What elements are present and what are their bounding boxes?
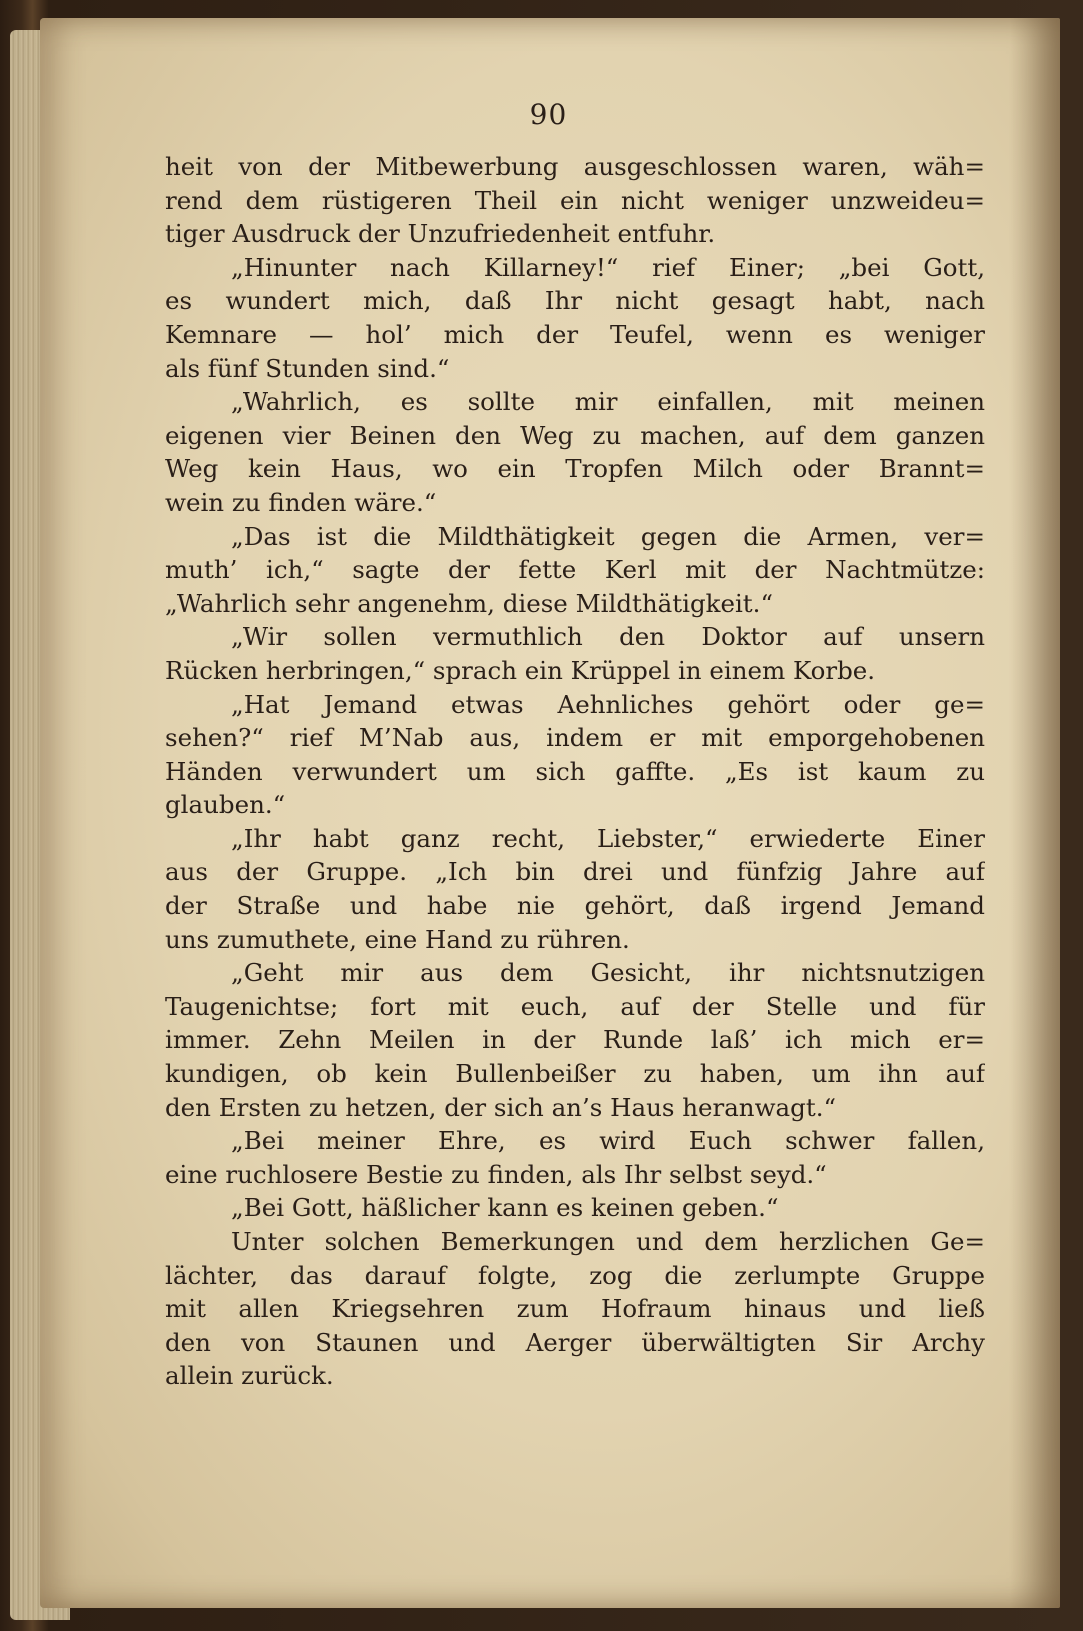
text-line: „Ihr habt ganz recht, Liebster,“ erwiederte Einer: [231, 823, 985, 853]
text-line: der Straße und habe nie gehört, daß irgend Jemand: [165, 891, 985, 921]
text-line: rend dem rüstigeren Theil ein nicht weniger unzweideu=: [165, 185, 985, 215]
text-line: „Wahrlich, es sollte mir einfallen, mit meinen: [231, 387, 985, 417]
page-number: 90: [529, 98, 568, 131]
text-line: „Hinunter nach Killarney!“ rief Einer; „bei Gott,: [231, 252, 985, 282]
text-line: „Das ist die Mildthätigkeit gegen die Armen, ver=: [231, 521, 985, 551]
text-line: eine ruchlosere Bestie zu finden, als Ihr selbst seyd.“: [165, 1159, 827, 1189]
text-line: tiger Ausdruck der Unzufriedenheit entfuhr.: [165, 219, 716, 249]
text-line: „Bei Gott, häßlicher kann es keinen geben.“: [231, 1193, 779, 1223]
text-line: Taugenichtse; fort mit euch, auf der Stelle und für: [165, 991, 985, 1021]
text-line: mit allen Kriegsehren zum Hofraum hinaus und ließ: [165, 1294, 985, 1324]
text-line: es wundert mich, daß Ihr nicht gesagt habt, nach: [165, 286, 985, 316]
text-line: heit von der Mitbewerbung ausgeschlossen waren, wäh=: [165, 152, 985, 181]
text-line: als fünf Stunden sind.“: [165, 353, 450, 383]
text-line: uns zumuthete, eine Hand zu rühren.: [165, 924, 630, 954]
text-line: „Hat Jemand etwas Aehnliches gehört oder ge=: [231, 689, 985, 719]
text-line: kundigen, ob kein Bullenbeißer zu haben, um ihn auf: [165, 1059, 985, 1089]
text-line: immer. Zehn Meilen in der Runde laß’ ich mich er=: [165, 1025, 985, 1055]
text-line: Händen verwundert um sich gaffte. „Es ist kaum zu: [165, 756, 985, 786]
text-line: aus der Gruppe. „Ich bin drei und fünfzig Jahre auf: [165, 857, 985, 887]
text-line: „Wahrlich sehr angenehm, diese Mildthätigkeit.“: [165, 588, 773, 618]
text-line: „Wir sollen vermuthlich den Doktor auf unsern: [231, 622, 985, 652]
text-line: „Bei meiner Ehre, es wird Euch schwer fallen,: [231, 1126, 985, 1156]
text-line: allein zurück.: [165, 1361, 334, 1391]
text-line: Weg kein Haus, wo ein Tropfen Milch oder Brannt=: [165, 454, 985, 484]
text-line: muth’ ich,“ sagte der fette Kerl mit der Nachtmütze:: [165, 555, 985, 585]
text-line: Unter solchen Bemerkungen und dem herzlichen Ge=: [231, 1227, 985, 1256]
text-line: Kemnare — hol’ mich der Teufel, wenn es weniger: [165, 319, 985, 349]
text-line: lächter, das darauf folgte, zog die zerlumpte Gruppe: [165, 1260, 985, 1290]
body-text: [165, 150, 985, 1393]
text-line: wein zu finden wäre.“: [165, 487, 437, 517]
text-line: den Ersten zu hetzen, der sich an’s Haus heranwagt.“: [165, 1092, 837, 1122]
text-line: Rücken herbringen,“ sprach ein Krüppel in einem Korbe.: [165, 655, 876, 685]
text-line: sehen?“ rief M’Nab aus, indem er mit emporgehobenen: [165, 723, 985, 753]
text-line: eigenen vier Beinen den Weg zu machen, auf dem ganzen: [165, 420, 985, 450]
text-line: den von Staunen und Aerger überwältigten Sir Archy: [165, 1327, 985, 1357]
text-line: glauben.“: [165, 790, 286, 820]
text-line: „Geht mir aus dem Gesicht, ihr nichtsnutzigen: [231, 958, 985, 988]
gutter-shadow: [1010, 18, 1060, 1608]
